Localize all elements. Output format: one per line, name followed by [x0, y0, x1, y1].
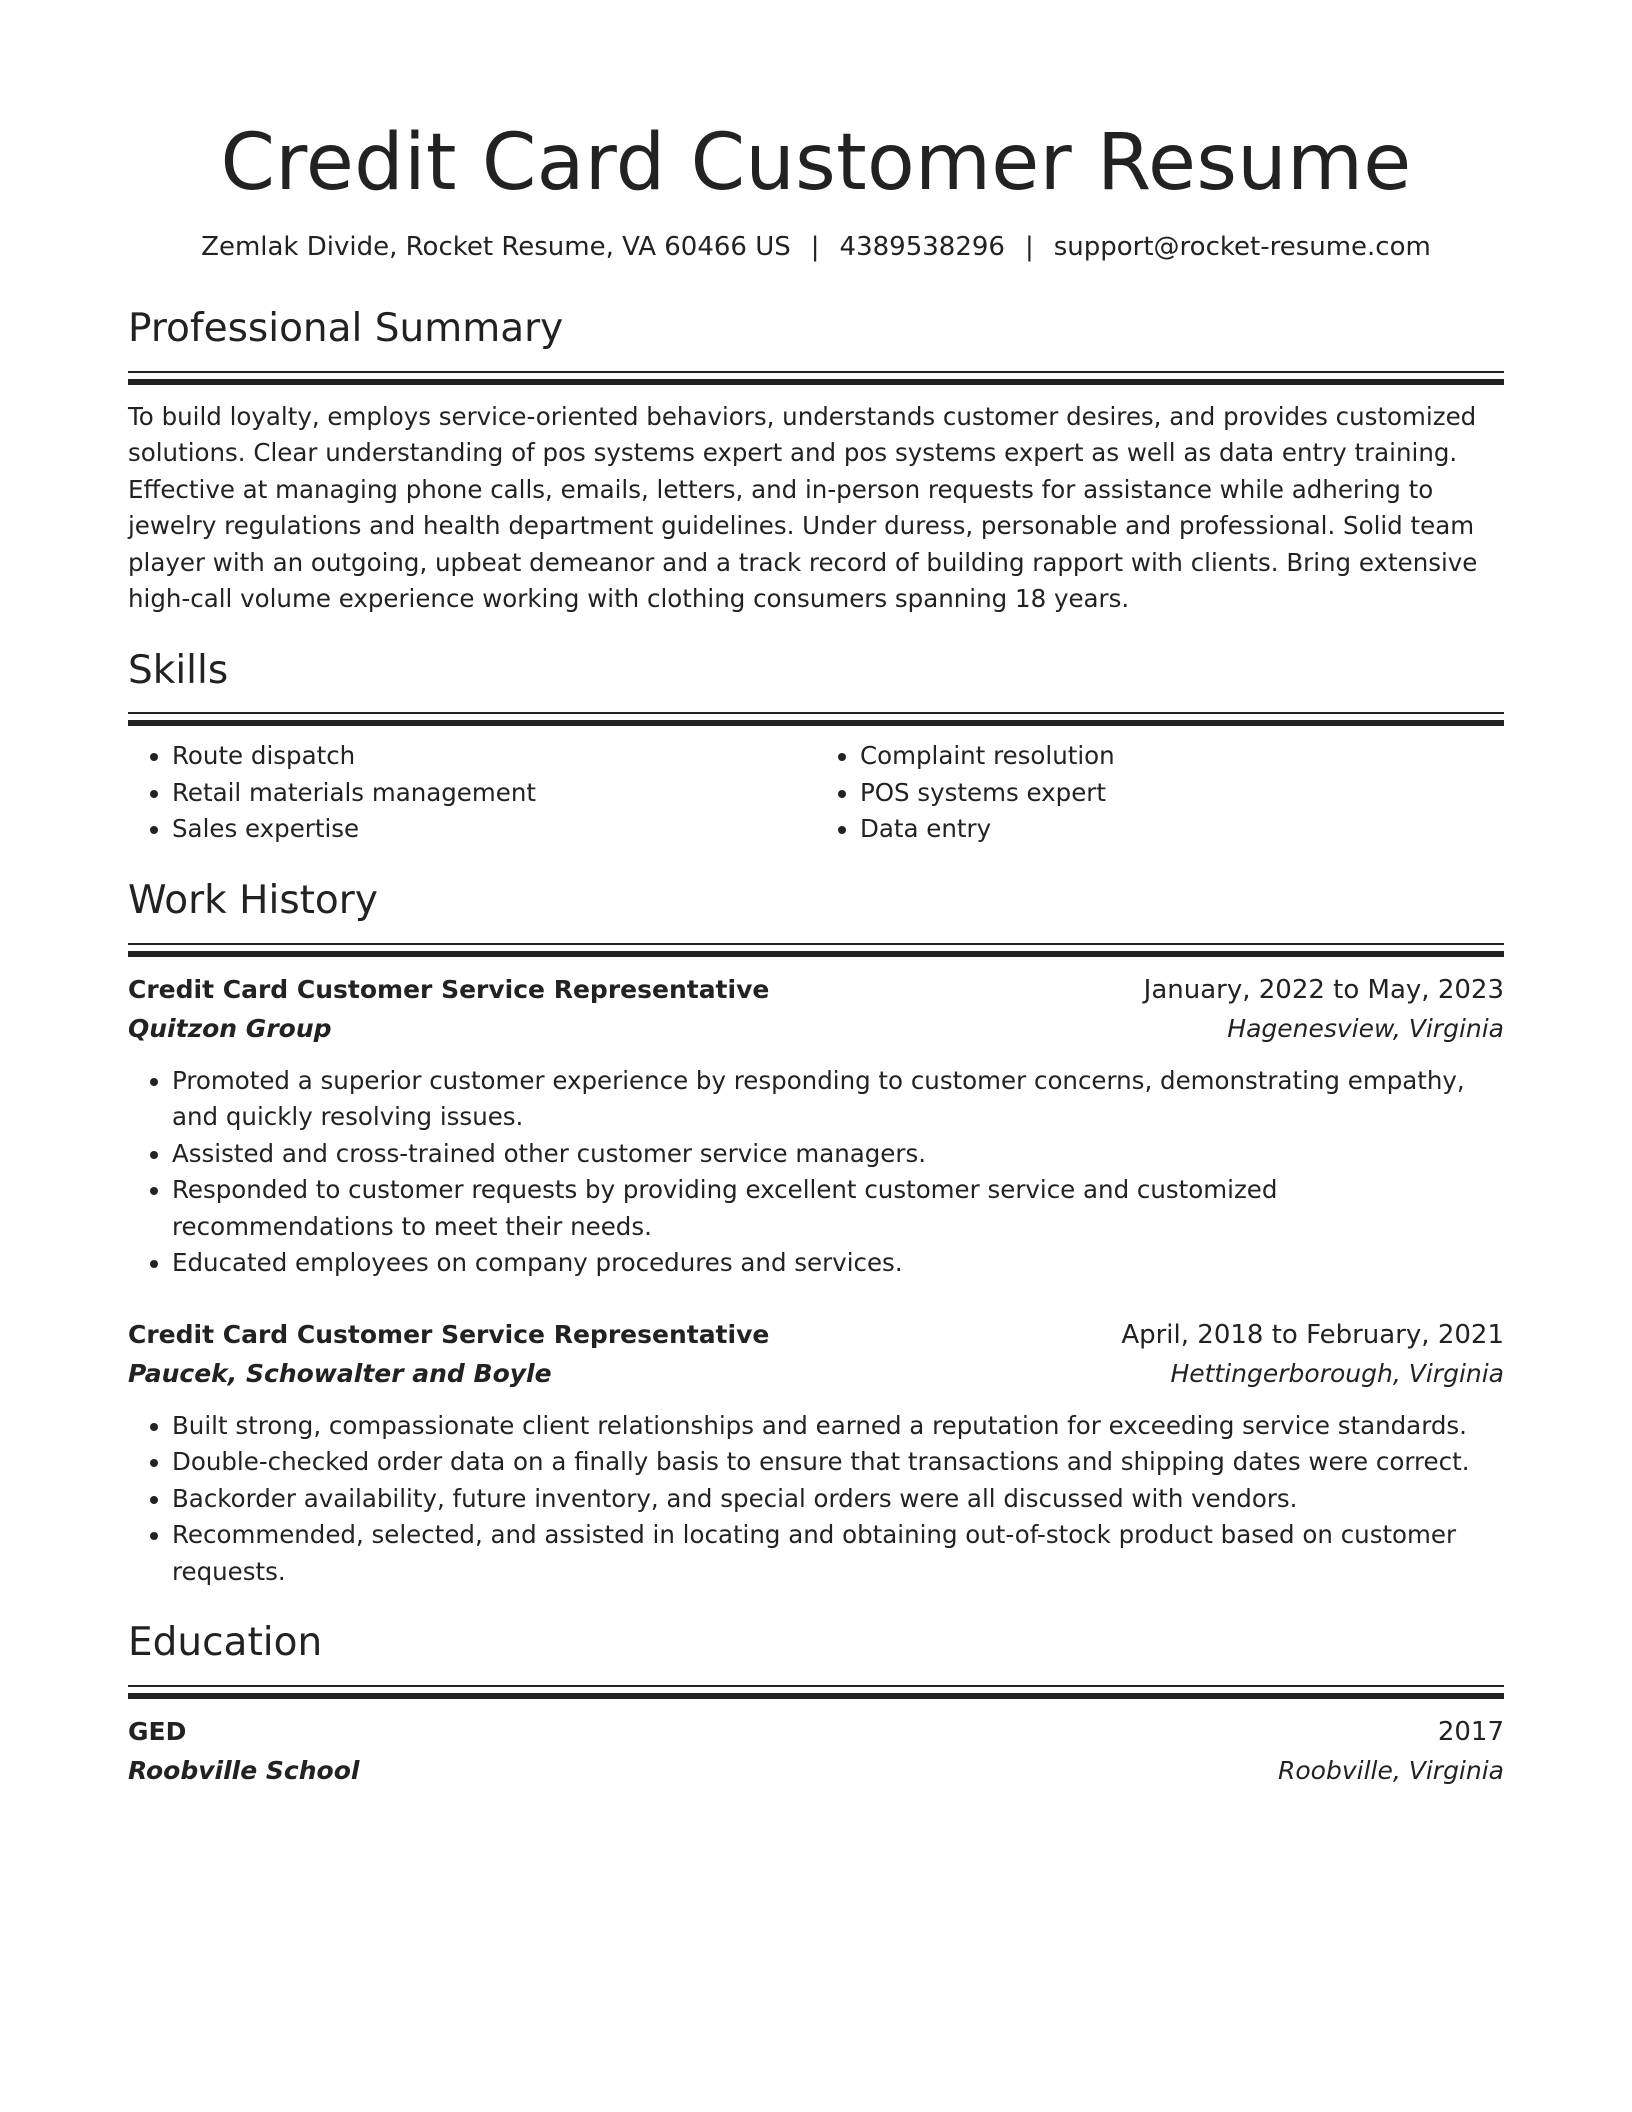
- education-year: 2017: [1437, 1716, 1504, 1747]
- skill-item: • Route dispatch: [172, 738, 816, 775]
- job-duty: • Educated employees on company procedures and services.: [172, 1245, 1504, 1282]
- education-entry: [128, 1713, 1504, 1791]
- job-location: Hettingerborough, Virginia: [1170, 1358, 1504, 1388]
- job-duty: • Promoted a superior customer experience by responding to customer concerns, demonstrating empathy, and quickly resolving issues.: [172, 1063, 1504, 1136]
- job-duty: • Backorder availability, future inventory, and special orders were all discussed with vendors.: [172, 1481, 1504, 1518]
- skills-list-right: [816, 738, 1504, 848]
- contact-separator: |: [1024, 232, 1034, 263]
- section-divider: [128, 712, 1504, 726]
- job-duties-list: [128, 1408, 1504, 1591]
- job-duties-list: [128, 1063, 1504, 1282]
- section-divider: [128, 1685, 1504, 1699]
- education-section: [128, 1620, 1504, 1791]
- contact-line: [128, 229, 1504, 265]
- job-duty: • Built strong, compassionate client relationships and earned a reputation for exceeding service standards.: [172, 1408, 1504, 1445]
- job-title: Credit Card Customer Service Representative: [128, 974, 770, 1004]
- job-duty: • Assisted and cross-trained other customer service managers.: [172, 1136, 1504, 1173]
- job-location: Hagenesview, Virginia: [1227, 1013, 1504, 1043]
- work-history-section: [128, 878, 1504, 1590]
- education-location: Roobville, Virginia: [1278, 1755, 1504, 1785]
- skill-item: • Data entry: [860, 811, 1504, 848]
- job-entry: [128, 971, 1504, 1282]
- contact-email[interactable]: support@rocket-resume.com: [1053, 232, 1431, 263]
- job-dates: January, 2022 to May, 2023: [1143, 974, 1504, 1005]
- section-divider: [128, 371, 1504, 385]
- job-company-row: [128, 1354, 1504, 1394]
- education-school: Roobville School: [128, 1755, 360, 1785]
- skill-item: • POS systems expert: [860, 775, 1504, 812]
- job-dates: April, 2018 to February, 2021: [1121, 1319, 1504, 1350]
- education-header-row: [128, 1713, 1504, 1751]
- contact-separator: |: [810, 232, 820, 263]
- skills-column-right: [816, 738, 1504, 848]
- job-duty: • Double-checked order data on a finally basis to ensure that transactions and shipping dates were correct.: [172, 1444, 1504, 1481]
- education-degree: GED: [128, 1716, 187, 1746]
- resume-title: Credit Card Customer Resume: [220, 118, 1412, 208]
- job-header-row: [128, 971, 1504, 1009]
- work-history-heading: Work History: [128, 877, 378, 923]
- skills-column-left: [128, 738, 816, 848]
- job-duty: • Recommended, selected, and assisted in locating and obtaining out-of-stock product based on customer requests.: [172, 1517, 1504, 1590]
- section-divider: [128, 943, 1504, 957]
- skills-section: [128, 648, 1504, 848]
- contact-phone: 4389538296: [839, 232, 1005, 263]
- summary-heading: Professional Summary: [128, 305, 564, 351]
- job-company: Quitzon Group: [128, 1013, 332, 1043]
- education-school-row: [128, 1751, 1504, 1791]
- skills-grid: [128, 738, 1504, 848]
- job-duty: • Responded to customer requests by providing excellent customer service and customized recommendations to meet their needs.: [172, 1172, 1504, 1245]
- education-heading: Education: [128, 1620, 323, 1666]
- skill-item: • Complaint resolution: [860, 738, 1504, 775]
- skills-heading: Skills: [128, 647, 229, 693]
- job-entry: [128, 1316, 1504, 1591]
- job-header-row: [128, 1316, 1504, 1354]
- skill-item: • Retail materials management: [172, 775, 816, 812]
- summary-text: To build loyalty, employs service-oriented behaviors, understands customer desires, and provides customized solutions. Clear understanding of pos systems expert and pos systems expert as well as data entry training. Effective at managing phone calls, emails, letters, and in-person requests for assistance while adhering to jewelry regulations and health department guidelines. Under duress, personable and professional. Solid team player with an outgoing, upbeat demeanor and a track record of building rapport with clients. Bring extensive high-call volume experience working with clothing consumers spanning 18 years.: [128, 401, 1478, 614]
- contact-address: Zemlak Divide, Rocket Resume, VA 60466 US: [201, 232, 791, 263]
- job-title: Credit Card Customer Service Representative: [128, 1319, 770, 1349]
- skills-list-left: [128, 738, 816, 848]
- job-company: Paucek, Schowalter and Boyle: [128, 1358, 552, 1388]
- skill-item: • Sales expertise: [172, 811, 816, 848]
- job-company-row: [128, 1009, 1504, 1049]
- summary-section: [128, 306, 1504, 618]
